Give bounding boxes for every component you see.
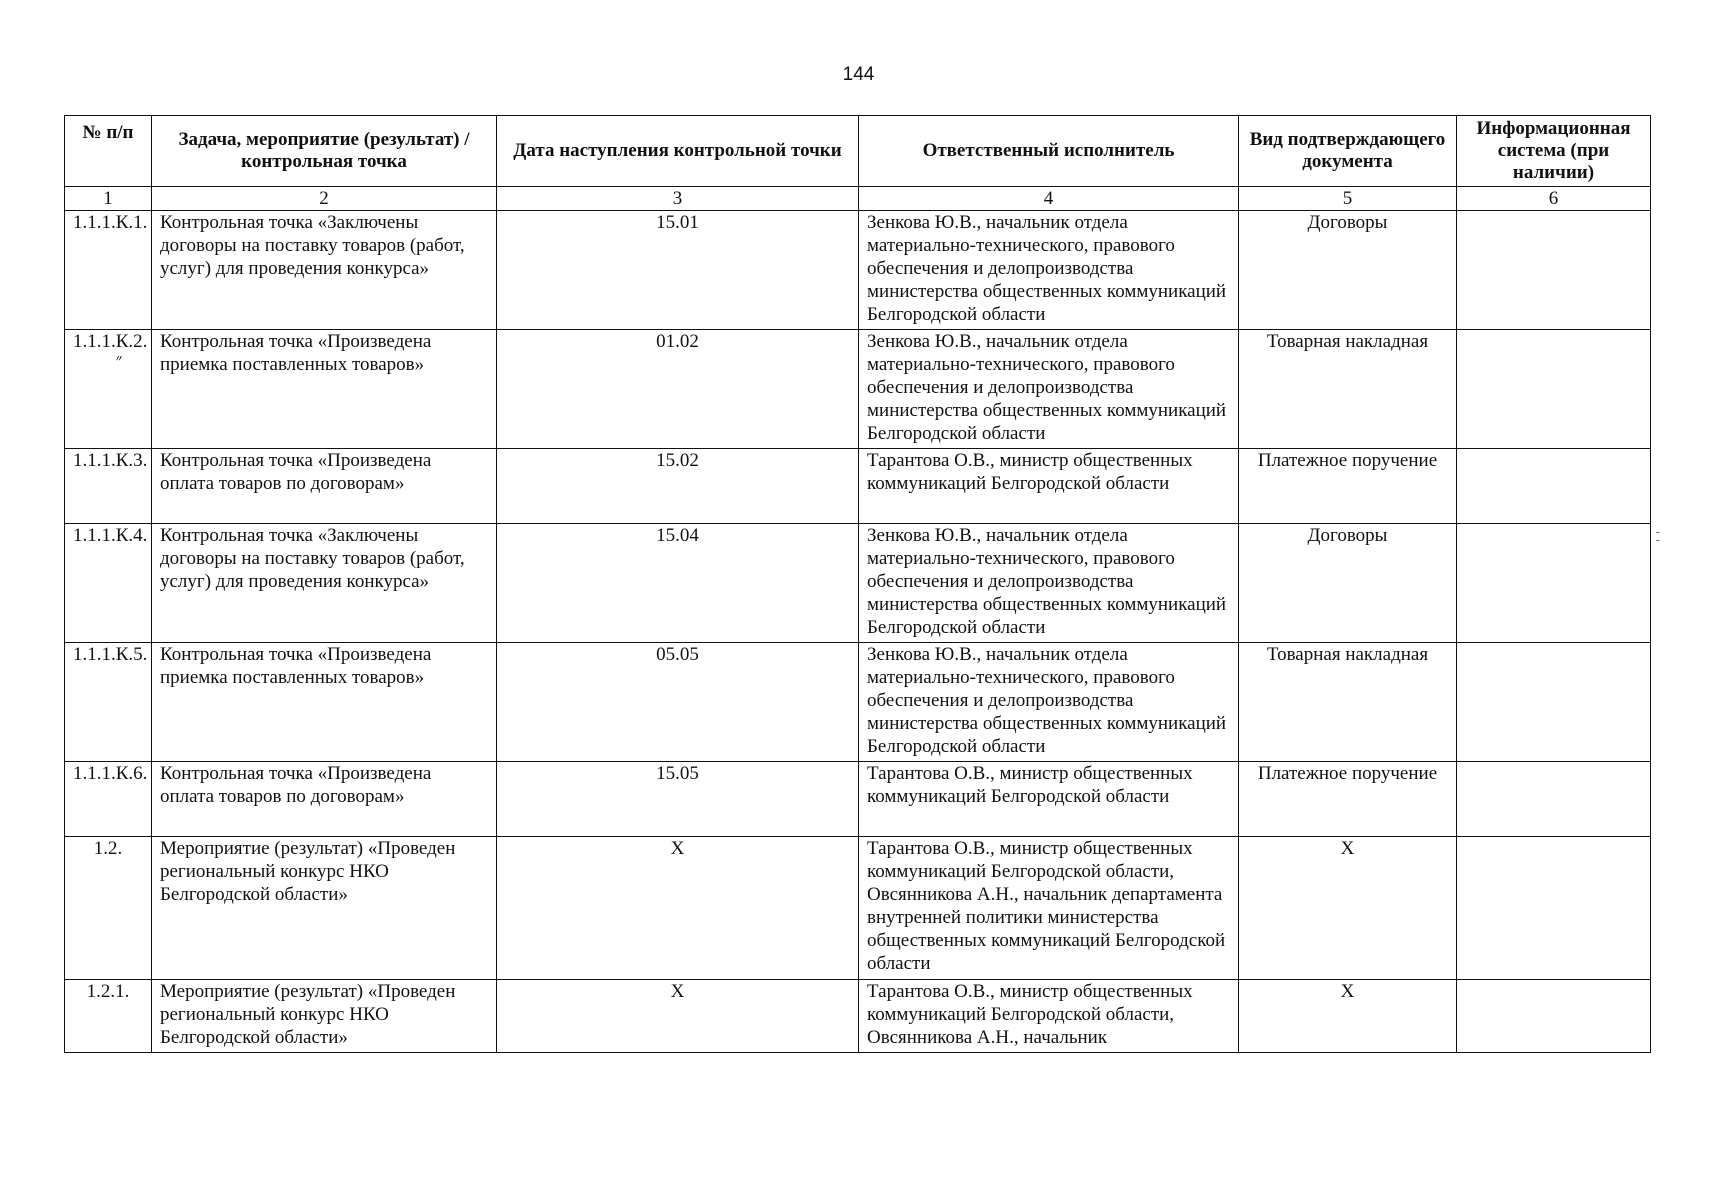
row-date: Х (497, 837, 859, 980)
margin-scan-mark: - - (1656, 526, 1660, 546)
row-task: Контрольная точка «Заключены договоры на поставку товаров (работ, услуг) для проведения конкурса» (152, 211, 497, 330)
row-document-type: Х (1239, 980, 1457, 1053)
row-number: 1.2.1. (65, 980, 152, 1053)
row-responsible: Зенкова Ю.В., начальник отдела материально-технического, правового обеспечения и делопроизводства министерства общественных коммуникаций Белгородской области (859, 643, 1239, 762)
row-document-type: Платежное поручение (1239, 762, 1457, 837)
row-date: 01.02 (497, 330, 859, 449)
row-date: 05.05 (497, 643, 859, 762)
row-document-type: Товарная накладная (1239, 643, 1457, 762)
row-date: 15.02 (497, 449, 859, 524)
row-task: Мероприятие (результат) «Проведен региональный конкурс НКО Белгородской области» (152, 837, 497, 980)
row-task: Контрольная точка «Произведена оплата товаров по договорам» (152, 449, 497, 524)
row-task: Контрольная точка «Произведена оплата товаров по договорам» (152, 762, 497, 837)
row-responsible: Тарантова О.В., министр общественных коммуникаций Белгородской области (859, 449, 1239, 524)
row-responsible: Тарантова О.В., министр общественных коммуникаций Белгородской области, Овсянникова А.Н., начальник департамента внутренней политики министерства общественных коммуникаций Белгородской области (859, 837, 1239, 980)
row-information-system (1457, 449, 1651, 524)
page-number: 144 (842, 64, 875, 85)
header-date: Дата наступления контрольной точки (497, 116, 859, 187)
row-number: 1.1.1.К.5. (65, 643, 152, 762)
table-row (65, 762, 1651, 837)
row-responsible: Тарантова О.В., министр общественных коммуникаций Белгородской области (859, 762, 1239, 837)
table-header-row (65, 116, 1651, 187)
control-points-table (64, 115, 1651, 1053)
row-responsible: Зенкова Ю.В., начальник отдела материально-технического, правового обеспечения и делопроизводства министерства общественных коммуникаций Белгородской области (859, 524, 1239, 643)
row-number-cell (65, 330, 152, 449)
table-row (65, 643, 1651, 762)
row-date: Х (497, 980, 859, 1053)
row-information-system (1457, 980, 1651, 1053)
row-information-system (1457, 330, 1651, 449)
header-information-system: Информационная система (при наличии) (1457, 116, 1651, 187)
row-number: 1.1.1.К.4. (65, 524, 152, 643)
header-document-type: Вид подтверждающего документа (1239, 116, 1457, 187)
row-document-type: Х (1239, 837, 1457, 980)
table-row (65, 980, 1651, 1053)
table-row (65, 837, 1651, 980)
row-information-system (1457, 837, 1651, 980)
column-index: 3 (497, 187, 859, 211)
table-row (65, 449, 1651, 524)
row-responsible: Зенкова Ю.В., начальник отдела материально-технического, правового обеспечения и делопроизводства министерства общественных коммуникаций Белгородской области (859, 330, 1239, 449)
header-number: № п/п (65, 116, 152, 187)
column-index: 6 (1457, 187, 1651, 211)
row-number: 1.1.1.К.1. (65, 211, 152, 330)
row-number: 1.2. (65, 837, 152, 980)
table-row (65, 211, 1651, 330)
row-document-type: Договоры (1239, 524, 1457, 643)
row-document-type: Платежное поручение (1239, 449, 1457, 524)
row-task: Контрольная точка «Заключены договоры на поставку товаров (работ, услуг) для проведения конкурса» (152, 524, 497, 643)
header-responsible: Ответственный исполнитель (859, 116, 1239, 187)
row-task: Контрольная точка «Произведена приемка поставленных товаров» (152, 643, 497, 762)
row-task: Контрольная точка «Произведена приемка поставленных товаров» (152, 330, 497, 449)
row-date: 15.05 (497, 762, 859, 837)
row-information-system (1457, 762, 1651, 837)
row-number: 1.1.1.К.3. (65, 449, 152, 524)
row-responsible: Зенкова Ю.В., начальник отдела материально-технического, правового обеспечения и делопроизводства министерства общественных коммуникаций Белгородской области (859, 211, 1239, 330)
column-index: 2 (152, 187, 497, 211)
row-number-mark: ״ (115, 350, 123, 370)
row-number: 1.1.1.К.6. (65, 762, 152, 837)
column-index: 4 (859, 187, 1239, 211)
row-number: 1.1.1.К.2. (73, 331, 148, 352)
row-responsible: Тарантова О.В., министр общественных коммуникаций Белгородской области, Овсянникова А.Н., начальник (859, 980, 1239, 1053)
row-information-system (1457, 211, 1651, 330)
row-task: Мероприятие (результат) «Проведен региональный конкурс НКО Белгородской области» (152, 980, 497, 1053)
row-information-system (1457, 643, 1651, 762)
table-row (65, 524, 1651, 643)
row-date: 15.04 (497, 524, 859, 643)
row-document-type: Договоры (1239, 211, 1457, 330)
column-index: 5 (1239, 187, 1457, 211)
row-date: 15.01 (497, 211, 859, 330)
row-document-type: Товарная накладная (1239, 330, 1457, 449)
column-index: 1 (65, 187, 152, 211)
table-row (65, 330, 1651, 449)
row-information-system (1457, 524, 1651, 643)
column-index-row (65, 187, 1651, 211)
header-task: Задача, мероприятие (результат) / контрольная точка (152, 116, 497, 187)
